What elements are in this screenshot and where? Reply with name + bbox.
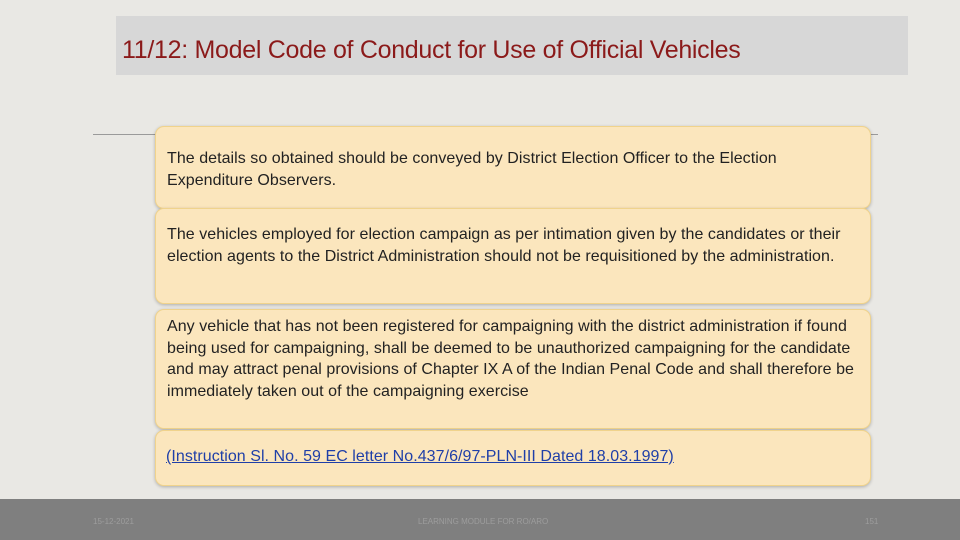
content-card-1 [155,126,871,209]
card-3-text: Any vehicle that has not been registered for campaigning with the district administration if found being used for campaigning, shall be deemed to be unauthorized campaigning for the candidate and may attract penal provisions of Chapter IX A of the Indian Penal Code and shall therefore be immediately taken out of the campaigning exercise [167,318,855,400]
footer-date: 15-12-2021 [93,517,134,526]
slide-title: 11/12: Model Code of Conduct for Use of Official Vehicles [122,36,741,64]
reference-card [155,430,871,486]
footer-page-number: 151 [865,517,879,526]
content-card-3 [155,309,871,429]
title-bar [116,16,908,75]
content-card-2 [155,208,871,304]
instruction-reference-link[interactable]: (Instruction Sl. No. 59 EC letter No.437/6/97-PLN-III Dated 18.03.1997) [166,448,674,465]
card-1-text: The details so obtained should be conveyed by District Election Officer to the Election Expenditure Observers. [167,150,777,189]
footer-title: LEARNING MODULE FOR RO/ARO [418,517,549,526]
card-2-text: The vehicles employed for election campaign as per intimation given by the candidates or their election agents to the District Administration should not be requisitioned by the administration. [167,226,841,265]
footer-bar [0,499,960,540]
